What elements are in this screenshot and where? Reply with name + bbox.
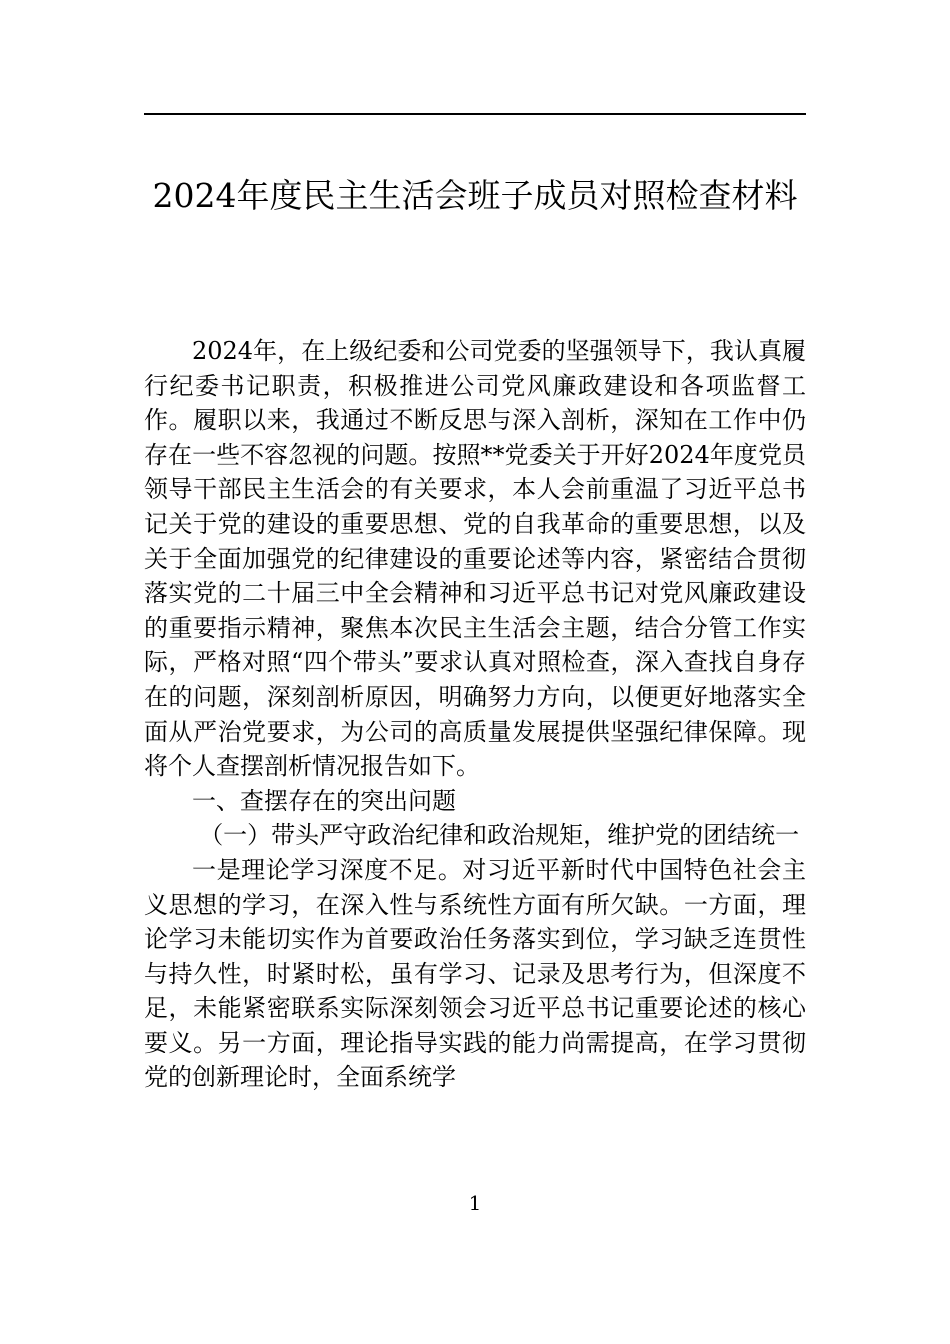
document-body	[144, 334, 806, 1095]
header-rule	[144, 113, 806, 115]
intro-paragraph: 2024年，在上级纪委和公司党委的坚强领导下，我认真履行纪委书记职责，积极推进公司党风廉政建设和各项监督工作。履职以来，我通过不断反思与深入剖析，深知在工作中仍存在一些不容忽视的问题。按照**党委关于开好2024年度党员领导干部民主生活会的有关要求，本人会前重温了习近平总书记关于党的建设的重要思想、党的自我革命的重要思想，以及关于全面加强党的纪律建设的重要论述等内容，紧密结合贯彻落实党的二十届三中全会精神和习近平总书记对党风廉政建设的重要指示精神，聚焦本次民主生活会主题，结合分管工作实际，严格对照“四个带头”要求认真对照检查，深入查找自身存在的问题，深刻剖析原因，明确努力方向，以便更好地落实全面从严治党要求，为公司的高质量发展提供坚强纪律保障。现将个人查摆剖析情况报告如下。	[144, 337, 806, 781]
subsection-heading: （一）带头严守政治纪律和政治规矩，维护党的团结统一	[199, 821, 800, 850]
document-title: 2024年度民主生活会班子成员对照检查材料	[152, 176, 798, 215]
section-heading: 一、查摆存在的突出问题	[192, 786, 456, 815]
page-number: 1	[468, 1191, 482, 1215]
point-paragraph: 一是理论学习深度不足。对习近平新时代中国特色社会主义思想的学习，在深入性与系统性方面有所欠缺。一方面，理论学习未能切实作为首要政治任务落实到位，学习缺乏连贯性与持久性，时紧时松，虽有学习、记录及思考行为，但深度不足，未能紧密联系实际深刻领会习近平总书记重要论述的核心要义。另一方面，理论指导实践的能力尚需提高，在学习贯彻党的创新理论时，全面系统学	[144, 855, 806, 1092]
